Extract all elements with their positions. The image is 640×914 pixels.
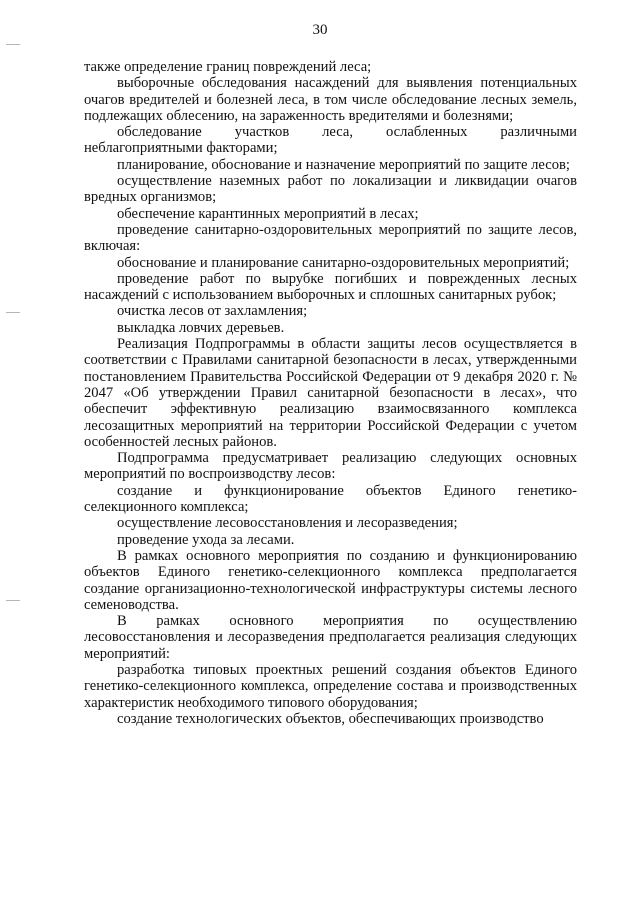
- paragraph: планирование, обоснование и назначение мероприятий по защите лесов;: [117, 156, 570, 173]
- paragraph: создание технологических объектов, обеспечивающих производство: [117, 710, 544, 727]
- document-body: [84, 59, 577, 727]
- paragraph: Подпрограмма предусматривает реализацию следующих основных мероприятий по воспроизводству лесов:: [84, 450, 577, 483]
- binding-mark: [6, 44, 20, 45]
- paragraph-continuation: также определение границ повреждений леса;: [84, 59, 372, 75]
- paragraph: осуществление наземных работ по локализации и ликвидации очагов вредных организмов;: [84, 173, 577, 206]
- paragraph: проведение ухода за лесами.: [117, 531, 295, 548]
- paragraph: проведение санитарно-оздоровительных мероприятий по защите лесов, включая:: [84, 221, 577, 255]
- binding-mark: [6, 600, 20, 601]
- paragraph: обеспечение карантинных мероприятий в лесах;: [117, 205, 419, 222]
- binding-mark: [6, 312, 20, 313]
- paragraph: обследование участков леса, ослабленных различными неблагоприятными факторами;: [84, 124, 577, 157]
- paragraph: проведение работ по вырубке погибших и поврежденных лесных насаждений с использованием выборочных и сплошных санитарных рубок;: [84, 270, 577, 304]
- paragraph: выборочные обследования насаждений для выявления потенциальных очагов вредителей и болезней леса, в том числе обследование лесных земель, подлежащих облесению, на зараженность вредителями и болезнями;: [84, 75, 577, 124]
- paragraph: создание и функционирование объектов Единого генетико-селекционного комплекса;: [84, 482, 577, 516]
- paragraph: обоснование и планирование санитарно-оздоровительных мероприятий;: [117, 254, 570, 271]
- paragraph: разработка типовых проектных решений создания объектов Единого генетико-селекционного комплекса, определение состава и производственных характеристик необходимого типового оборудования;: [84, 661, 577, 711]
- page-number: 30: [312, 22, 328, 38]
- paragraph: Реализация Подпрограммы в области защиты лесов осуществляется в соответствии с Правилами санитарной безопасности в лесах, утвержденными постановлением Правительства Российской Федерации от 9 декабря 2020 г. № 2047 «Об утверждении Правил санитарной безопасности в лесах», что обеспечит эффективную реализацию взаимосвязанного комплекса лесозащитных мероприятий на территории Российской Федерации с учетом особенностей лесных районов.: [84, 336, 577, 450]
- paragraph: очистка лесов от захламления;: [117, 303, 308, 320]
- paragraph: осуществление лесовосстановления и лесоразведения;: [117, 515, 458, 532]
- paragraph: В рамках основного мероприятия по осуществлению лесовосстановления и лесоразведения предполагается реализация следующих мероприятий:: [84, 613, 577, 662]
- paragraph: В рамках основного мероприятия по созданию и функционированию объектов Единого генетико-селекционного комплекса предполагается создание организационно-технологической инфраструктуры системы лесного семеноводства.: [84, 547, 577, 613]
- paragraph: выкладка ловчих деревьев.: [117, 319, 285, 336]
